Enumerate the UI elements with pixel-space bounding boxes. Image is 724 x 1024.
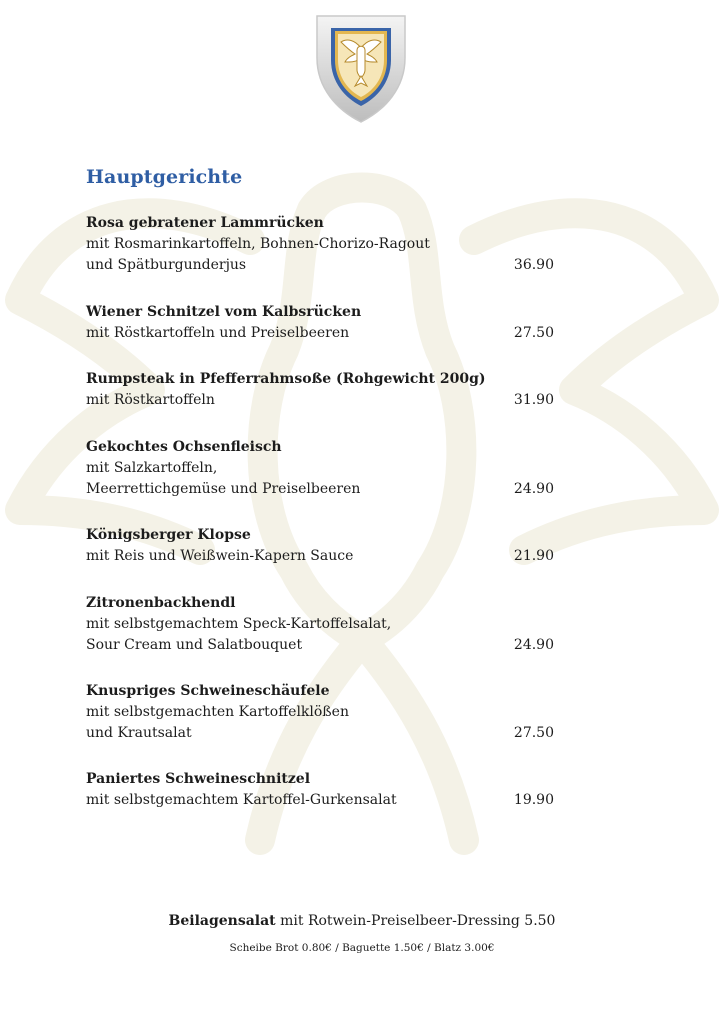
dish-price: 24.90 [513, 637, 554, 653]
bread-prices: Scheibe Brot 0.80€ / Baguette 1.50€ / Blatz 3.00€ [229, 942, 495, 954]
dish-description: und Krautsalat [86, 725, 192, 741]
dish-description: mit Röstkartoffeln [86, 392, 215, 408]
dish-description: mit Reis und Weißwein-Kapern Sauce [86, 548, 354, 564]
menu-item [86, 302, 554, 344]
menu-item [86, 525, 554, 567]
side-salad-text: mit Rotwein-Preiselbeer-Dressing 5.50 [280, 913, 556, 929]
dove-shield-crest-icon [311, 14, 411, 126]
dish-price: 31.90 [513, 392, 554, 408]
menu-item [86, 213, 554, 276]
dish-description: und Spätburgunderjus [86, 257, 247, 273]
dish-description: mit selbstgemachtem Kartoffel-Gurkensalat [86, 792, 397, 808]
dish-description: mit selbstgemachten Kartoffelklößen [86, 704, 349, 720]
dish-price: 27.50 [513, 325, 554, 341]
dish-name: Gekochtes Ochsenfleisch [86, 439, 282, 455]
dish-name: Paniertes Schweineschnitzel [86, 771, 311, 787]
dish-price: 24.90 [513, 481, 554, 497]
dish-price: 27.50 [513, 725, 554, 741]
dish-description: Meerrettichgemüse und Preiselbeeren [86, 481, 361, 497]
menu-item [86, 369, 554, 411]
dish-name: Zitronenbackhendl [86, 595, 236, 611]
menu-item [86, 437, 554, 500]
menu-item [86, 681, 554, 744]
menu-item [86, 593, 554, 656]
dish-description: mit Salzkartoffeln, [86, 460, 218, 476]
side-salad-label: Beilagensalat [168, 913, 276, 929]
dish-name: Rumpsteak in Pfefferrahmsoße (Rohgewicht 200g) [86, 371, 486, 387]
menu-item [86, 769, 554, 811]
dish-name: Königsberger Klopse [86, 527, 251, 543]
dish-price: 19.90 [513, 792, 554, 808]
dish-name: Rosa gebratener Lammrücken [86, 215, 324, 231]
dish-description: mit Rosmarinkartoffeln, Bohnen-Chorizo-Ragout [86, 236, 430, 252]
dish-description: mit Röstkartoffeln und Preiselbeeren [86, 325, 350, 341]
side-salad-line [0, 910, 724, 932]
dish-price: 36.90 [513, 257, 554, 273]
dish-name: Wiener Schnitzel vom Kalbsrücken [86, 304, 362, 320]
dish-description: mit selbstgemachtem Speck-Kartoffelsalat, [86, 616, 392, 632]
section-title: Hauptgerichte [86, 166, 243, 188]
dish-description: Sour Cream und Salatbouquet [86, 637, 303, 653]
dish-price: 21.90 [513, 548, 554, 564]
dish-name: Knuspriges Schweineschäufele [86, 683, 330, 699]
